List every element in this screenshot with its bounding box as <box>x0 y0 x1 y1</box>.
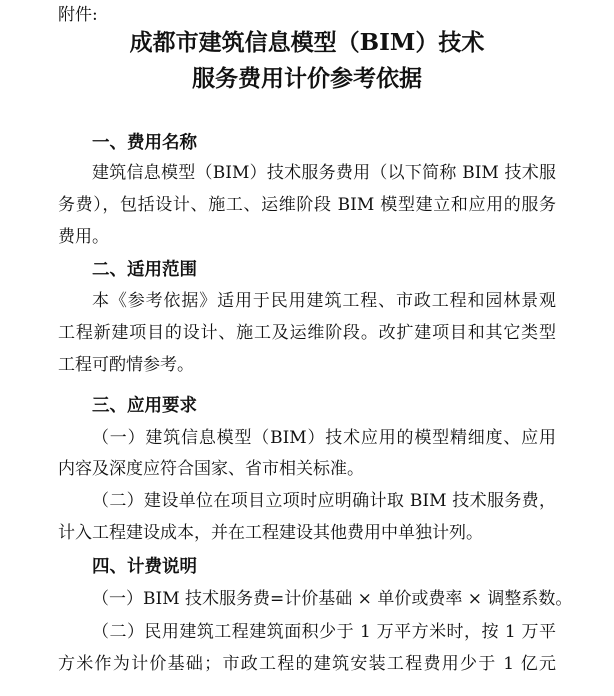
paragraph-line: 计入工程建设成本，并在工程建设其他费用中单独计列。 <box>58 523 483 543</box>
paragraph-line: （二）建设单位在项目立项时应明确计取 BIM 技术服务费， <box>92 491 556 511</box>
paragraph-line: 方米作为计价基础；市政工程的建筑安装工程费用少于 1 亿元 <box>58 654 556 674</box>
section-heading-billing: 四、计费说明 <box>92 557 197 577</box>
paragraph-line: 本《参考依据》适用于民用建筑工程、市政工程和园林景观 <box>92 291 556 311</box>
paragraph-line: （二）民用建筑工程建筑面积少于 1 万平方米时，按 1 万平 <box>92 622 556 642</box>
document-title-line-1: 成都市建筑信息模型（BIM）技术 <box>129 29 485 56</box>
paragraph-line: 工程新建项目的设计、施工及运维阶段。改扩建项目和其它类型 <box>58 323 556 343</box>
paragraph-line: 内容及深度应符合国家、省市相关标准。 <box>58 459 364 479</box>
paragraph-line: 费用。 <box>58 227 109 247</box>
attachment-label: 附件: <box>58 5 98 25</box>
document-title-line-2: 服务费用计价参考依据 <box>192 65 422 92</box>
paragraph-line: 务费），包括设计、施工、运维阶段 BIM 模型建立和应用的服务 <box>58 195 556 215</box>
section-heading-fee-name: 一、费用名称 <box>92 133 197 153</box>
section-heading-scope: 二、适用范围 <box>92 260 197 280</box>
paragraph-line: （一）BIM 技术服务费=计价基础 × 单价或费率 × 调整系数。 <box>92 589 573 609</box>
paragraph-line: 工程可酌情参考。 <box>58 355 194 375</box>
paragraph-line: 建筑信息模型（BIM）技术服务费用（以下简称 BIM 技术服 <box>92 163 556 183</box>
section-heading-requirements: 三、应用要求 <box>92 396 197 416</box>
paragraph-line: （一）建筑信息模型（BIM）技术应用的模型精细度、应用 <box>92 428 556 448</box>
